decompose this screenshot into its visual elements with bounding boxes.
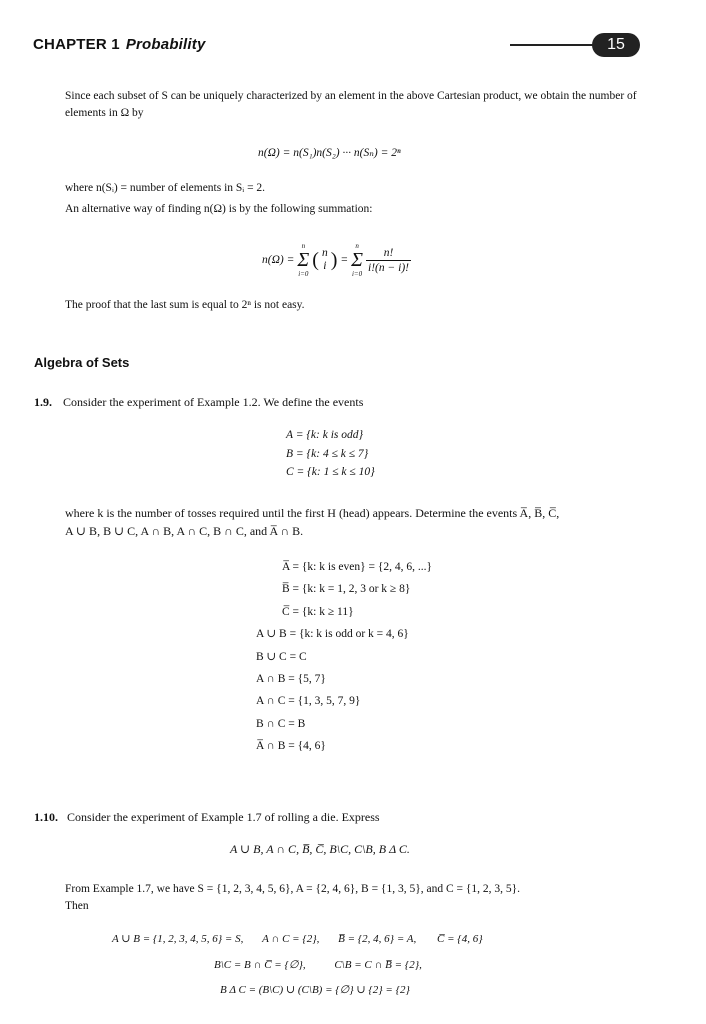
- problem-1-10-header: [34, 808, 380, 826]
- express-list: A ∪ B, A ∩ C, B̅, C̅, B\C, C\B, B Δ C.: [230, 842, 410, 856]
- result-item: B̅ = {2, 4, 6} = A,: [338, 933, 417, 945]
- solution-line: A ∩ C = {1, 3, 5, 7, 9}: [256, 695, 361, 708]
- event-definition: C = {k: 1 ≤ k ≤ 10}: [286, 466, 375, 479]
- solution-line: C̅ = {k: k ≥ 11}: [282, 605, 354, 618]
- result-item: C\B = C ∩ B̅ = {2},: [334, 959, 422, 971]
- then-word: Then: [65, 900, 89, 912]
- solution-line: B̅ = {k: k = 1, 2, 3 or k ≥ 8}: [282, 583, 411, 596]
- page-number-badge: 15: [592, 33, 640, 57]
- binomial: n i: [321, 247, 328, 272]
- chapter-subject: Probability: [125, 36, 206, 53]
- problem-number: 1.9.: [34, 395, 52, 409]
- sigma-2: n Σ i=0: [351, 242, 364, 278]
- solution-line: A̅ = {k: k is even} = {2, 4, 6, ...}: [282, 561, 433, 573]
- fraction: $\frac{n!}{i!(n - i)!}$: [368, 246, 409, 274]
- eq2-equals: =: [340, 254, 349, 266]
- solution-line: A ∪ B = {k: k is odd or k = 4, 6}: [256, 628, 409, 641]
- solution-list: [256, 556, 432, 758]
- where-line: where n(Sᵢ) = number of elements in Sᵢ = 2.: [65, 182, 266, 194]
- sigma-1: n Σ i=0: [297, 242, 310, 278]
- intro-paragraph: Since each subset of S can be uniquely characterized by an element in the above Cartesian product, we obtain the number of elements in Ω by: [65, 90, 637, 119]
- header-rule: [510, 44, 600, 46]
- chapter-header: [33, 36, 206, 53]
- chapter-label: CHAPTER 1: [33, 36, 120, 53]
- equation-n-omega-product: n(Ω) = n(S₁)n(S₂) ··· n(Sₙ) = 2ⁿ: [258, 147, 401, 159]
- result-row-2: [214, 958, 422, 971]
- problem-number: 1.10.: [34, 810, 58, 824]
- section-title: Algebra of Sets: [34, 355, 130, 370]
- solution-line: B ∩ C = B: [256, 717, 306, 730]
- equation-summation: n(Ω) = n Σ i=0 ( n i ) = n Σ i=0 $\frac{n!}{i!(n - i)!}$: [262, 242, 409, 278]
- result-item: C̅ = {4, 6}: [437, 933, 483, 945]
- problem-text: Consider the experiment of Example 1.7 of rolling a die. Express: [67, 810, 380, 824]
- result-item: A ∪ B = {1, 2, 3, 4, 5, 6} = S,: [112, 933, 244, 945]
- result-item: A ∩ C = {2},: [262, 933, 320, 945]
- event-definitions: [286, 426, 375, 482]
- result-item: B\C = B ∩ C̅ = {∅},: [214, 959, 306, 971]
- alternative-line: An alternative way of finding n(Ω) is by the following summation:: [65, 203, 373, 215]
- result-row-3: B Δ C = (B\C) ∪ (C\B) = {∅} ∪ {2} = {2}: [220, 984, 410, 996]
- problem-text: Consider the experiment of Example 1.2. We define the events: [63, 395, 364, 409]
- solution-line: A ∩ B = {5, 7}: [256, 673, 326, 686]
- event-definition: B = {k: 4 ≤ k ≤ 7}: [286, 447, 369, 460]
- solution-line: A̅ ∩ B = {4, 6}: [256, 740, 326, 753]
- problem-1-9-where: where k is the number of tosses required until the first H (head) appears. Determine the events A̅, B̅, C̅, A ∪ B, B ∪ C, A ∩ B, A ∩ C, B ∩ C, and A̅ ∩ B.: [65, 506, 560, 538]
- solution-line: B ∪ C = C: [256, 650, 307, 663]
- result-row-1: [112, 932, 682, 945]
- from-example-line: From Example 1.7, we have S = {1, 2, 3, 4, 5, 6}, A = {2, 4, 6}, B = {1, 3, 5}, and C = {1, 2, 3, 5}.: [65, 883, 521, 895]
- problem-1-9-header: [34, 393, 363, 411]
- event-definition: A = {k: k is odd}: [286, 429, 364, 441]
- eq2-lhs: n(Ω) =: [262, 254, 295, 266]
- proof-line: The proof that the last sum is equal to 2ⁿ is not easy.: [65, 299, 305, 311]
